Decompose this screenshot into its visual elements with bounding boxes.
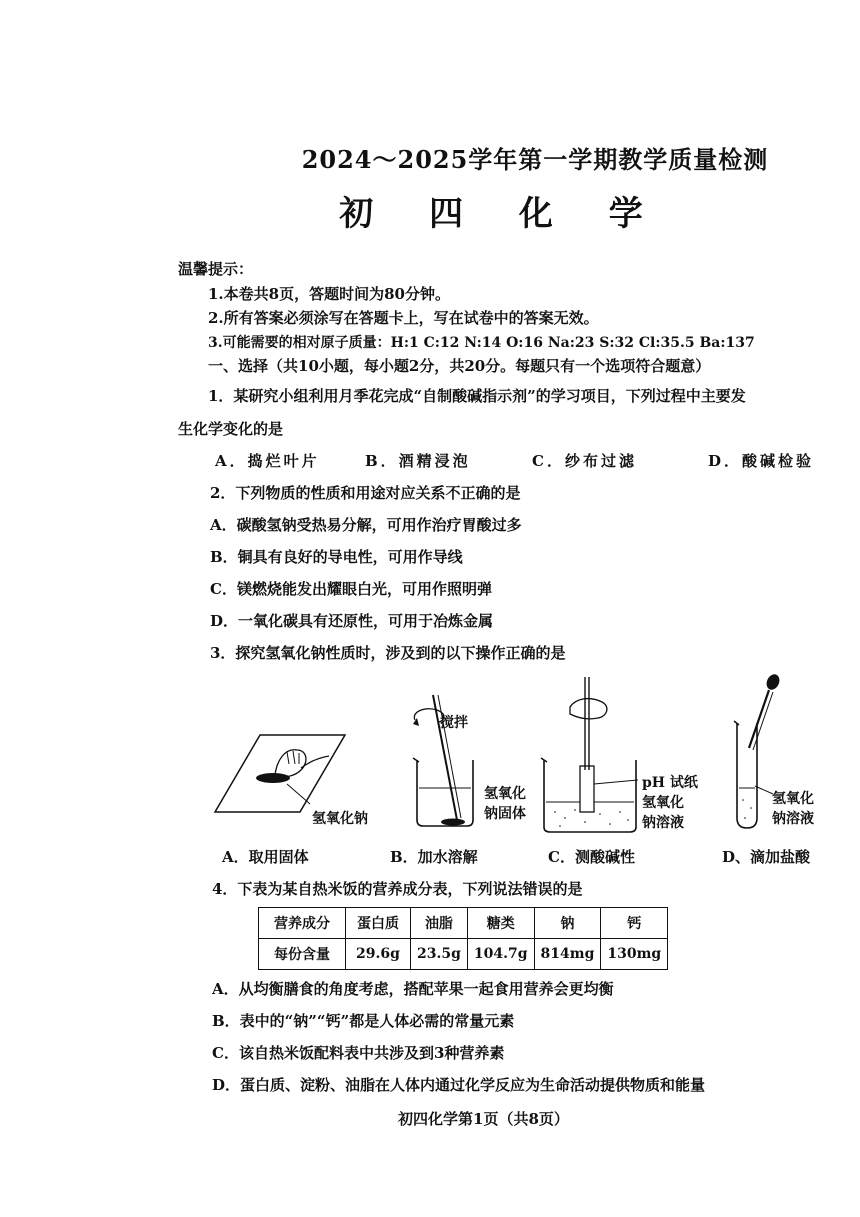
table-header-cell: 钠 <box>534 908 601 939</box>
q1-stem-line2: 生化学变化的是 <box>178 420 284 438</box>
q4-option-c: C．该自热米饭配料表中共涉及到3种营养素 <box>212 1044 505 1062</box>
table-cell: 29.6g <box>346 939 411 970</box>
nutrition-table <box>258 907 668 970</box>
q1-option-c: C．纱布过滤 <box>532 452 637 470</box>
notice-item-2: 2.所有答案必须涂写在答题卡上，写在试卷中的答案无效。 <box>208 309 599 327</box>
q1-option-a: A．捣烂叶片 <box>215 452 320 470</box>
q2-option-a: A．碳酸氢钠受热易分解，可用作治疗胃酸过多 <box>210 516 522 534</box>
table-header-cell: 油脂 <box>411 908 468 939</box>
table-cell: 23.5g <box>411 939 468 970</box>
q2-option-d: D．一氧化碳具有还原性，可用于冶炼金属 <box>210 612 494 630</box>
table-row <box>259 939 668 970</box>
table-cell: 104.7g <box>467 939 534 970</box>
figure-d-solution-label-line2: 钠溶液 <box>772 811 814 827</box>
table-header-cell: 糖类 <box>467 908 534 939</box>
table-header-row <box>259 908 668 939</box>
q4-option-a: A．从均衡膳食的角度考虑，搭配苹果一起食用营养会更均衡 <box>212 980 614 998</box>
notice-heading: 温馨提示： <box>178 260 254 278</box>
q1-option-b: B．酒精浸泡 <box>365 452 471 470</box>
figure-b-solid-label-line2: 钠固体 <box>484 806 526 822</box>
q3-stem: 3．探究氢氧化钠性质时，涉及到的以下操作正确的是 <box>210 644 566 662</box>
q1-option-d: D．酸碱检验 <box>708 452 815 470</box>
q3-caption-b: B．加水溶解 <box>390 848 478 866</box>
figure-a-substance-label: 氢氧化钠 <box>312 811 368 827</box>
figure-c-paper-label: pH 试纸 <box>642 775 698 791</box>
q3-caption-a: A．取用固体 <box>222 848 309 866</box>
figure-b-solid-label-line1: 氢氧化 <box>484 786 526 802</box>
q1-stem-line1: 1．某研究小组利用月季花完成“自制酸碱指示剂”的学习项目，下列过程中主要发 <box>208 387 746 405</box>
table-header-cell: 营养成分 <box>259 908 346 939</box>
table-cell: 130mg <box>601 939 668 970</box>
subject-title: 初 四 化 学 <box>339 194 665 234</box>
q3-caption-d: D、滴加盐酸 <box>722 848 811 866</box>
q2-option-c: C．镁燃烧能发出耀眼白光，可用作照明弹 <box>210 580 492 598</box>
table-header-cell: 钙 <box>601 908 668 939</box>
table-cell: 每份含量 <box>259 939 346 970</box>
figure-d-solution-label-line1: 氢氧化 <box>772 791 814 807</box>
q4-option-b: B．表中的“钠”“钙”都是人体必需的常量元素 <box>212 1012 515 1030</box>
table-header-cell: 蛋白质 <box>346 908 411 939</box>
q3-caption-c: C．测酸碱性 <box>548 848 635 866</box>
q4-stem: 4．下表为某自热米饭的营养成分表，下列说法错误的是 <box>212 880 583 898</box>
q2-stem: 2．下列物质的性质和用途对应关系不正确的是 <box>210 484 521 502</box>
q2-option-b: B．铜具有良好的导电性，可用作导线 <box>210 548 463 566</box>
figure-c-ph-test <box>540 672 640 837</box>
exam-title: 2024～2025学年第一学期教学质量检测 <box>301 145 769 174</box>
q4-option-d: D．蛋白质、淀粉、油脂在人体内通过化学反应为生命活动提供物质和能量 <box>212 1076 706 1094</box>
figure-c-solution-label-line2: 钠溶液 <box>642 815 684 831</box>
figure-b-stir-label: 搅拌 <box>440 715 468 731</box>
figure-c-solution-label-line1: 氢氧化 <box>642 795 684 811</box>
notice-item-3: 3.可能需要的相对原子质量：H:1 C:12 N:14 O:16 Na:23 S:32 Cl:35.5 Ba:137 <box>208 335 755 351</box>
page-footer: 初四化学第1页（共8页） <box>398 1110 569 1128</box>
notice-item-1: 1.本卷共8页，答题时间为80分钟。 <box>208 285 450 303</box>
section-heading: 一、选择（共10小题，每小题2分，共20分。每题只有一个选项符合题意） <box>208 357 711 375</box>
table-cell: 814mg <box>534 939 601 970</box>
